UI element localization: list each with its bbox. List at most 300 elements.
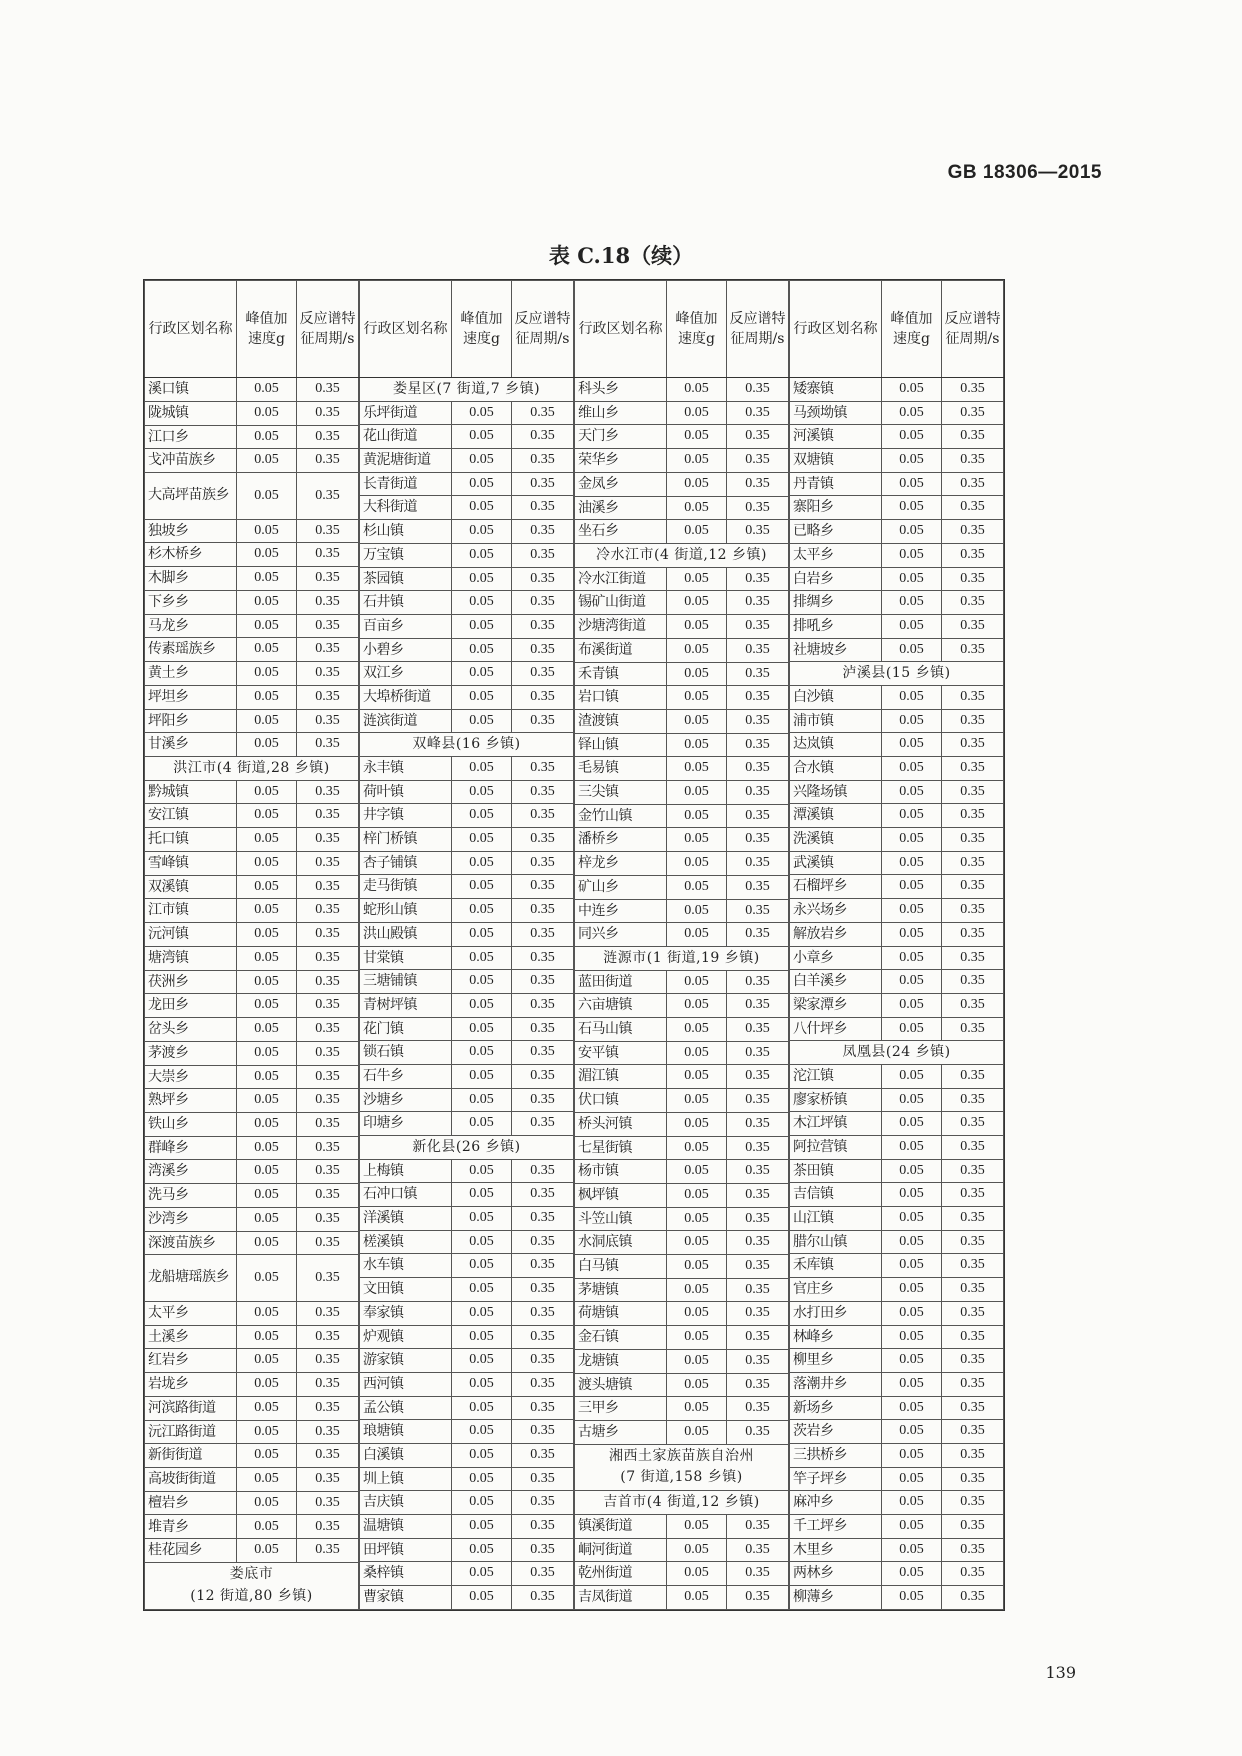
response-period: 0.35: [727, 615, 789, 639]
table-row: [360, 1254, 574, 1278]
response-period: 0.35: [512, 1017, 574, 1041]
peak-acceleration: 0.05: [452, 875, 512, 899]
table-row: [575, 496, 789, 520]
table-block-1: [144, 280, 359, 1610]
table-row: [790, 401, 1004, 425]
table-row: [575, 425, 789, 449]
area-name: 三尖镇: [575, 781, 667, 805]
area-name: 社塘坡乡: [790, 638, 882, 662]
peak-acceleration: 0.05: [237, 1325, 297, 1349]
header-response-period: 反应谱特征周期/s: [297, 281, 359, 378]
peak-acceleration: 0.05: [452, 1064, 512, 1088]
response-period: 0.35: [512, 1230, 574, 1254]
peak-acceleration: 0.05: [667, 1421, 727, 1445]
response-period: 0.35: [727, 425, 789, 449]
area-name: 腊尔山镇: [790, 1230, 882, 1254]
peak-acceleration: 0.05: [452, 1017, 512, 1041]
response-period: 0.35: [942, 1112, 1004, 1136]
table-row: [790, 709, 1004, 733]
area-name: 千工坪乡: [790, 1515, 882, 1539]
response-period: 0.35: [727, 1585, 789, 1609]
region-group-row: [360, 1136, 574, 1160]
table-row: [145, 1420, 359, 1444]
area-name: 浦市镇: [790, 709, 882, 733]
area-name: 青树坪镇: [360, 993, 452, 1017]
area-name: 岩垅乡: [145, 1373, 237, 1397]
area-name: 毛易镇: [575, 757, 667, 781]
table-row: [790, 567, 1004, 591]
response-period: 0.35: [942, 591, 1004, 615]
peak-acceleration: 0.05: [237, 1207, 297, 1231]
region-group-row: [145, 756, 359, 780]
table-row: [145, 1207, 359, 1231]
table-row: [360, 520, 574, 544]
area-name: 永兴场乡: [790, 899, 882, 923]
area-name: 双溪镇: [145, 875, 237, 899]
peak-acceleration: 0.05: [882, 1491, 942, 1515]
response-period: 0.35: [727, 994, 789, 1018]
peak-acceleration: 0.05: [667, 1255, 727, 1279]
response-period: 0.35: [942, 496, 1004, 520]
table-row: [145, 1112, 359, 1136]
area-name: 石牛乡: [360, 1064, 452, 1088]
response-period: 0.35: [942, 1088, 1004, 1112]
region-group-row: [575, 543, 789, 567]
response-period: 0.35: [512, 757, 574, 781]
response-period: 0.35: [727, 899, 789, 923]
response-period: 0.35: [727, 757, 789, 781]
response-period: 0.35: [512, 614, 574, 638]
response-period: 0.35: [297, 1444, 359, 1468]
response-period: 0.35: [297, 1539, 359, 1563]
response-period: 0.35: [297, 567, 359, 591]
table-row: [145, 946, 359, 970]
response-period: 0.35: [727, 1160, 789, 1184]
peak-acceleration: 0.05: [452, 1207, 512, 1231]
table-row: [790, 922, 1004, 946]
response-period: 0.35: [512, 685, 574, 709]
area-name: 官庄乡: [790, 1278, 882, 1302]
table-row: [790, 1254, 1004, 1278]
response-period: 0.35: [297, 923, 359, 947]
response-period: 0.35: [942, 1515, 1004, 1539]
region-group-row: [360, 378, 574, 402]
table-row: [145, 1515, 359, 1539]
peak-acceleration: 0.05: [667, 378, 727, 402]
peak-acceleration: 0.05: [452, 1301, 512, 1325]
area-name: 江市镇: [145, 899, 237, 923]
area-name: 矿山乡: [575, 875, 667, 899]
region-group-label: 洪江市(4 街道,28 乡镇): [145, 756, 359, 780]
response-period: 0.35: [512, 1064, 574, 1088]
area-name: 洗马乡: [145, 1184, 237, 1208]
peak-acceleration: 0.05: [452, 1396, 512, 1420]
peak-acceleration: 0.05: [667, 1278, 727, 1302]
table-row: [360, 449, 574, 473]
response-period: 0.35: [297, 1468, 359, 1492]
response-period: 0.35: [512, 567, 574, 591]
table-row: [575, 615, 789, 639]
table-row: [145, 1160, 359, 1184]
header-name: 行政区划名称: [790, 281, 882, 378]
response-period: 0.35: [512, 1088, 574, 1112]
peak-acceleration: 0.05: [882, 1159, 942, 1183]
table-row: [360, 1183, 574, 1207]
response-period: 0.35: [297, 1184, 359, 1208]
peak-acceleration: 0.05: [452, 614, 512, 638]
response-period: 0.35: [297, 1396, 359, 1420]
peak-acceleration: 0.05: [882, 638, 942, 662]
table-row: [790, 1159, 1004, 1183]
area-name: 廖家桥镇: [790, 1088, 882, 1112]
response-period: 0.35: [297, 946, 359, 970]
area-name: 吉信镇: [790, 1183, 882, 1207]
peak-acceleration: 0.05: [882, 1254, 942, 1278]
peak-acceleration: 0.05: [882, 1112, 942, 1136]
response-period: 0.35: [727, 1065, 789, 1089]
table-row: [575, 1231, 789, 1255]
response-period: 0.35: [942, 851, 1004, 875]
area-name: 武溪镇: [790, 851, 882, 875]
peak-acceleration: 0.05: [237, 994, 297, 1018]
response-period: 0.35: [727, 1018, 789, 1042]
response-period: 0.35: [727, 496, 789, 520]
table-row: [790, 1301, 1004, 1325]
area-name: 堆青乡: [145, 1515, 237, 1539]
peak-acceleration: 0.05: [667, 1041, 727, 1065]
area-name: 永丰镇: [360, 757, 452, 781]
response-period: 0.35: [297, 1136, 359, 1160]
response-period: 0.35: [942, 1254, 1004, 1278]
table-row: [790, 1443, 1004, 1467]
area-name: 洋溪镇: [360, 1207, 452, 1231]
table-row: [575, 1514, 789, 1538]
area-name: 新街街道: [145, 1444, 237, 1468]
area-name: 潘桥乡: [575, 828, 667, 852]
table-row: [360, 1467, 574, 1491]
area-name: 水车镇: [360, 1254, 452, 1278]
area-name: 坐石乡: [575, 520, 667, 544]
response-period: 0.35: [942, 378, 1004, 402]
response-period: 0.35: [727, 638, 789, 662]
area-name: 铎山镇: [575, 733, 667, 757]
response-period: 0.35: [942, 685, 1004, 709]
response-period: 0.35: [942, 449, 1004, 473]
area-name: 禾库镇: [790, 1254, 882, 1278]
peak-acceleration: 0.05: [667, 970, 727, 994]
peak-acceleration: 0.05: [667, 1136, 727, 1160]
peak-acceleration: 0.05: [237, 1420, 297, 1444]
table-row: [360, 1017, 574, 1041]
response-period: 0.35: [297, 1349, 359, 1373]
peak-acceleration: 0.05: [452, 1586, 512, 1610]
area-name: 奉家镇: [360, 1301, 452, 1325]
peak-acceleration: 0.05: [237, 780, 297, 804]
table-row: [145, 1444, 359, 1468]
response-period: 0.35: [297, 1231, 359, 1255]
area-name: 黄泥塘街道: [360, 449, 452, 473]
area-name: 深渡苗族乡: [145, 1231, 237, 1255]
area-name: 乾州街道: [575, 1562, 667, 1586]
table-row: [360, 709, 574, 733]
area-name: 七星街镇: [575, 1136, 667, 1160]
peak-acceleration: 0.05: [667, 496, 727, 520]
response-period: 0.35: [727, 591, 789, 615]
response-period: 0.35: [727, 1302, 789, 1326]
response-period: 0.35: [297, 970, 359, 994]
table-row: [360, 638, 574, 662]
response-period: 0.35: [942, 1230, 1004, 1254]
table-row: [360, 875, 574, 899]
table-row: [145, 899, 359, 923]
response-period: 0.35: [942, 1301, 1004, 1325]
response-period: 0.35: [727, 1349, 789, 1373]
peak-acceleration: 0.05: [237, 709, 297, 733]
table-row: [575, 1373, 789, 1397]
area-name: 上梅镇: [360, 1159, 452, 1183]
area-name: 河滨路街道: [145, 1396, 237, 1420]
area-name: 阿拉营镇: [790, 1136, 882, 1160]
area-name: 杉山镇: [360, 520, 452, 544]
response-period: 0.35: [942, 1349, 1004, 1373]
peak-acceleration: 0.05: [237, 378, 297, 402]
area-name: 沅河镇: [145, 923, 237, 947]
peak-acceleration: 0.05: [237, 970, 297, 994]
area-name: 荣华乡: [575, 449, 667, 473]
area-name: 矮寨镇: [790, 378, 882, 402]
area-name: 炉观镇: [360, 1325, 452, 1349]
response-period: 0.35: [512, 520, 574, 544]
response-period: 0.35: [297, 899, 359, 923]
peak-acceleration: 0.05: [882, 401, 942, 425]
table-row: [575, 970, 789, 994]
peak-acceleration: 0.05: [882, 851, 942, 875]
table-row: [360, 757, 574, 781]
peak-acceleration: 0.05: [237, 733, 297, 757]
table-row: [360, 780, 574, 804]
table-row: [575, 378, 789, 402]
area-name: 科头乡: [575, 378, 667, 402]
peak-acceleration: 0.05: [237, 662, 297, 686]
response-period: 0.35: [297, 780, 359, 804]
response-period: 0.35: [297, 662, 359, 686]
area-name: 花门镇: [360, 1017, 452, 1041]
area-name: 枫坪镇: [575, 1183, 667, 1207]
peak-acceleration: 0.05: [452, 425, 512, 449]
response-period: 0.35: [297, 1160, 359, 1184]
peak-acceleration: 0.05: [667, 638, 727, 662]
response-period: 0.35: [512, 1467, 574, 1491]
peak-acceleration: 0.05: [452, 1515, 512, 1539]
table-row: [575, 781, 789, 805]
peak-acceleration: 0.05: [882, 970, 942, 994]
area-name: 白羊溪乡: [790, 970, 882, 994]
peak-acceleration: 0.05: [882, 899, 942, 923]
table-row: [790, 1372, 1004, 1396]
area-name: 红岩乡: [145, 1349, 237, 1373]
response-period: 0.35: [727, 662, 789, 686]
area-name: 茨岩乡: [790, 1420, 882, 1444]
response-period: 0.35: [297, 590, 359, 614]
area-name: 双塘镇: [790, 449, 882, 473]
area-name: 水打田乡: [790, 1301, 882, 1325]
area-name: 黄土乡: [145, 662, 237, 686]
table-row: [360, 662, 574, 686]
response-period: 0.35: [512, 401, 574, 425]
area-name: 湄江镇: [575, 1065, 667, 1089]
response-period: 0.35: [297, 425, 359, 449]
table-row: [145, 875, 359, 899]
peak-acceleration: 0.05: [667, 828, 727, 852]
peak-acceleration: 0.05: [452, 401, 512, 425]
response-period: 0.35: [942, 1136, 1004, 1160]
response-period: 0.35: [942, 543, 1004, 567]
area-name: 铁山乡: [145, 1112, 237, 1136]
table-row: [145, 709, 359, 733]
area-name: 桥头河镇: [575, 1112, 667, 1136]
table-row: [790, 993, 1004, 1017]
peak-acceleration: 0.05: [237, 1301, 297, 1325]
peak-acceleration: 0.05: [452, 828, 512, 852]
area-name: 茅渡乡: [145, 1041, 237, 1065]
peak-acceleration: 0.05: [882, 828, 942, 852]
peak-acceleration: 0.05: [237, 875, 297, 899]
table-row: [575, 1278, 789, 1302]
region-group-label: 冷水江市(4 街道,12 乡镇): [575, 543, 789, 567]
table-row: [145, 804, 359, 828]
table-row: [360, 993, 574, 1017]
peak-acceleration: 0.05: [882, 922, 942, 946]
table-row: [145, 543, 359, 567]
table-row: [360, 851, 574, 875]
area-name: 沙湾乡: [145, 1207, 237, 1231]
response-period: 0.35: [942, 1491, 1004, 1515]
area-name: 石井镇: [360, 591, 452, 615]
response-period: 0.35: [512, 1515, 574, 1539]
table-row: [360, 543, 574, 567]
region-group-label: 凤凰县(24 乡镇): [790, 1041, 1004, 1065]
response-period: 0.35: [727, 472, 789, 496]
response-period: 0.35: [727, 1207, 789, 1231]
table-row: [360, 1278, 574, 1302]
response-period: 0.35: [512, 1207, 574, 1231]
response-period: 0.35: [727, 875, 789, 899]
area-name: 冷水江街道: [575, 567, 667, 591]
response-period: 0.35: [727, 828, 789, 852]
response-period: 0.35: [512, 1325, 574, 1349]
area-name: 小碧乡: [360, 638, 452, 662]
area-name: 安江镇: [145, 804, 237, 828]
area-name: 水洞底镇: [575, 1231, 667, 1255]
table-row: [145, 1396, 359, 1420]
header-name: 行政区划名称: [575, 281, 667, 378]
response-period: 0.35: [512, 946, 574, 970]
table-row: [790, 1112, 1004, 1136]
peak-acceleration: 0.05: [667, 1514, 727, 1538]
peak-acceleration: 0.05: [237, 851, 297, 875]
area-name: 落潮井乡: [790, 1372, 882, 1396]
table-row: [145, 1184, 359, 1208]
area-name: 乐坪街道: [360, 401, 452, 425]
area-name: 太平乡: [790, 543, 882, 567]
response-period: 0.35: [942, 1159, 1004, 1183]
table-row: [360, 828, 574, 852]
peak-acceleration: 0.05: [452, 591, 512, 615]
table-row: [790, 425, 1004, 449]
response-period: 0.35: [512, 1112, 574, 1136]
area-name: 锡矿山街道: [575, 591, 667, 615]
standard-code: GB 18306—2015: [947, 162, 1102, 183]
peak-acceleration: 0.05: [452, 496, 512, 520]
peak-acceleration: 0.05: [882, 709, 942, 733]
area-name: 柳薄乡: [790, 1586, 882, 1610]
table-row: [360, 614, 574, 638]
response-period: 0.35: [727, 401, 789, 425]
area-name: 新场乡: [790, 1396, 882, 1420]
response-period: 0.35: [942, 1467, 1004, 1491]
response-period: 0.35: [297, 449, 359, 473]
area-name: 马龙乡: [145, 614, 237, 638]
area-name: 金凤乡: [575, 472, 667, 496]
response-period: 0.35: [727, 923, 789, 947]
area-name: 西河镇: [360, 1372, 452, 1396]
response-period: 0.35: [297, 401, 359, 425]
area-name: 木里乡: [790, 1538, 882, 1562]
table-row: [790, 472, 1004, 496]
response-period: 0.35: [942, 1396, 1004, 1420]
peak-acceleration: 0.05: [452, 1254, 512, 1278]
area-name: 丹青镇: [790, 472, 882, 496]
header-response-period: 反应谱特征周期/s: [942, 281, 1004, 378]
response-period: 0.35: [512, 662, 574, 686]
table-row: [575, 1018, 789, 1042]
area-name: 黔城镇: [145, 780, 237, 804]
area-name: 湾溪乡: [145, 1160, 237, 1184]
table-row: [575, 1136, 789, 1160]
area-name: 三拱桥乡: [790, 1443, 882, 1467]
table-row: [360, 567, 574, 591]
area-name: 解放岩乡: [790, 922, 882, 946]
table-row: [790, 1562, 1004, 1586]
peak-acceleration: 0.05: [452, 1278, 512, 1302]
table-row: [575, 1349, 789, 1373]
response-period: 0.35: [297, 543, 359, 567]
table-row: [575, 923, 789, 947]
peak-acceleration: 0.05: [452, 1372, 512, 1396]
peak-acceleration: 0.05: [882, 1443, 942, 1467]
peak-acceleration: 0.05: [882, 993, 942, 1017]
area-name: 八什坪乡: [790, 1017, 882, 1041]
peak-acceleration: 0.05: [667, 686, 727, 710]
response-period: 0.35: [512, 993, 574, 1017]
area-name: 高坡街街道: [145, 1468, 237, 1492]
table-row: [145, 1468, 359, 1492]
table-row: [360, 1064, 574, 1088]
table-row: [145, 685, 359, 709]
response-period: 0.35: [512, 1183, 574, 1207]
peak-acceleration: 0.05: [452, 1562, 512, 1586]
area-name: 金石镇: [575, 1326, 667, 1350]
peak-acceleration: 0.05: [667, 1018, 727, 1042]
response-period: 0.35: [512, 970, 574, 994]
response-period: 0.35: [942, 1183, 1004, 1207]
table-row: [575, 662, 789, 686]
response-period: 0.35: [512, 1254, 574, 1278]
response-period: 0.35: [297, 1207, 359, 1231]
response-period: 0.35: [727, 1136, 789, 1160]
peak-acceleration: 0.05: [882, 1301, 942, 1325]
response-period: 0.35: [942, 970, 1004, 994]
